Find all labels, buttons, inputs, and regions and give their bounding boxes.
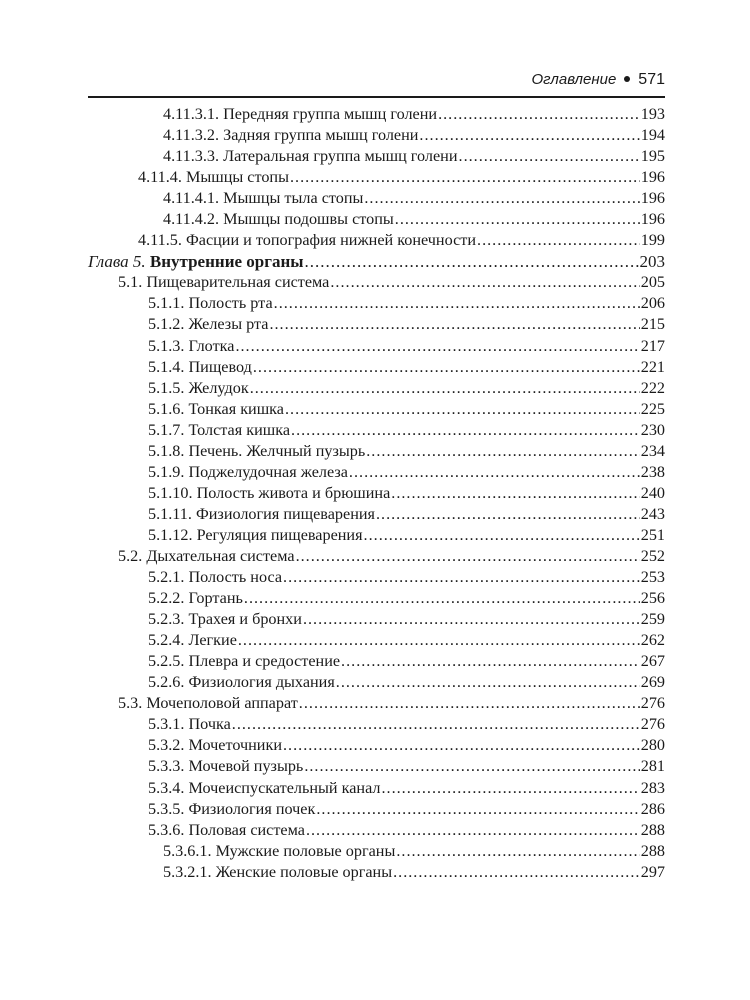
toc-entry-number: 5.1.2. xyxy=(148,315,185,334)
toc-entry-label xyxy=(148,567,282,588)
dot-leader xyxy=(303,609,640,630)
toc-entry[interactable] xyxy=(88,588,665,609)
dot-leader xyxy=(285,399,640,420)
toc-entry-page: 267 xyxy=(640,652,665,671)
toc-entry-number: 4.11.4.2. xyxy=(163,210,220,229)
toc-entry-title: Физиология пищеварения xyxy=(195,504,375,523)
toc-entry-label xyxy=(163,209,394,230)
dot-leader xyxy=(283,735,640,756)
toc-entry-label xyxy=(163,146,458,167)
toc-entry-title: Желудок xyxy=(188,378,249,397)
toc-entry-number: 5.3.1. xyxy=(148,715,185,734)
toc-entry-title: Мочеиспускательный канал xyxy=(188,778,381,797)
toc-entry-title: Мышцы стопы xyxy=(185,168,289,187)
toc-entry-label xyxy=(148,420,290,441)
dot-leader xyxy=(306,820,640,841)
toc-entry[interactable] xyxy=(88,693,665,714)
toc-entry-label xyxy=(118,272,329,293)
toc-entry-label xyxy=(138,230,476,251)
toc-entry-page: 252 xyxy=(640,546,665,565)
toc-entry[interactable] xyxy=(88,630,665,651)
toc-entry-label xyxy=(88,251,304,272)
toc-entry-page: 230 xyxy=(640,420,665,439)
toc-entry-title: Регуляция пищеварения xyxy=(196,525,363,544)
toc-entry[interactable] xyxy=(88,714,665,735)
toc-entry-number: 5.1.1. xyxy=(148,294,185,313)
dot-leader xyxy=(393,862,640,883)
toc-entry[interactable] xyxy=(88,188,665,209)
toc-entry-number: 5.1.6. xyxy=(148,399,185,418)
toc-entry-label xyxy=(148,714,231,735)
toc-entry[interactable] xyxy=(88,820,665,841)
toc-entry[interactable] xyxy=(88,799,665,820)
toc-entry-title: Пищевод xyxy=(188,357,252,376)
toc-entry-number: 5.1.12. xyxy=(148,525,193,544)
toc-entry-label xyxy=(148,399,284,420)
toc-entry[interactable] xyxy=(88,609,665,630)
toc-entry-title: Физиология дыхания xyxy=(188,673,335,692)
toc-entry-number: 5.2. xyxy=(118,546,143,565)
toc-entry-page: 221 xyxy=(640,357,665,376)
toc-entry-title: Легкие xyxy=(188,631,237,650)
toc-entry-page: 195 xyxy=(640,147,665,166)
toc-entry-label xyxy=(148,504,375,525)
toc-entry-page: 297 xyxy=(640,862,665,881)
dot-leader xyxy=(235,336,639,357)
toc-entry[interactable] xyxy=(88,735,665,756)
dot-leader xyxy=(299,693,640,714)
toc-entry-number: 5.1.9. xyxy=(148,462,185,481)
toc-entry-title: Мышцы подошвы стопы xyxy=(223,210,394,229)
toc-entry-title: Мужские половые органы xyxy=(215,841,396,860)
toc-entry-label xyxy=(163,862,392,883)
toc-entry-page: 199 xyxy=(640,231,665,250)
dot-leader xyxy=(283,567,640,588)
dot-leader xyxy=(396,841,639,862)
toc-entry-label xyxy=(148,799,315,820)
dot-leader xyxy=(438,104,640,125)
toc-entry[interactable] xyxy=(88,314,665,335)
dot-leader xyxy=(336,672,640,693)
toc-entry-label xyxy=(148,630,237,651)
toc-entry-page: 251 xyxy=(640,525,665,544)
toc-entry-number: 4.11.5. xyxy=(138,231,182,250)
toc-entry-number: 5.3.6.1. xyxy=(163,841,212,860)
header-title: Оглавление xyxy=(531,71,617,88)
dot-leader xyxy=(305,251,639,272)
toc-entry[interactable] xyxy=(88,672,665,693)
toc-entry-page: 269 xyxy=(640,673,665,692)
toc-entry-label xyxy=(148,820,305,841)
toc-entry-number: 5.1.8. xyxy=(148,441,185,460)
toc-entry-label xyxy=(148,588,243,609)
toc-entry[interactable] xyxy=(88,272,665,293)
toc-entry-title: Плевра и средостение xyxy=(188,652,341,671)
toc-entry[interactable] xyxy=(88,399,665,420)
toc-entry-number: 5.3.2.1. xyxy=(163,862,212,881)
toc-entry-title: Печень. Желчный пузырь xyxy=(188,441,366,460)
toc-entry-page: 281 xyxy=(640,757,665,776)
toc-entry-page: 286 xyxy=(640,799,665,818)
toc-entry-title: Фасции и топография нижней конечности xyxy=(185,231,477,250)
toc-entry-number: 5.1.7. xyxy=(148,420,185,439)
toc-entry-page: 288 xyxy=(640,841,665,860)
toc-entry[interactable] xyxy=(88,336,665,357)
toc-entry-label xyxy=(163,841,395,862)
dot-leader xyxy=(296,546,640,567)
toc-entry-label xyxy=(148,336,234,357)
toc-entry[interactable] xyxy=(88,357,665,378)
toc-entry-title: Мышцы тыла стопы xyxy=(223,189,364,208)
dot-leader xyxy=(253,357,640,378)
toc-entry[interactable] xyxy=(88,146,665,167)
toc-entry-number: Глава 5. xyxy=(88,252,146,272)
toc-entry-page: 280 xyxy=(640,736,665,755)
toc-entry-page: 225 xyxy=(640,399,665,418)
toc-entry-page: 256 xyxy=(640,589,665,608)
toc-entry-label xyxy=(148,525,363,546)
toc-entry-label xyxy=(118,546,295,567)
toc-entry[interactable] xyxy=(88,483,665,504)
toc-entry-number: 5.3.2. xyxy=(148,736,185,755)
toc-entry-number: 5.1.3. xyxy=(148,336,185,355)
toc-entry-page: 203 xyxy=(639,252,665,272)
dot-leader xyxy=(391,483,639,504)
toc-entry-number: 5.2.6. xyxy=(148,673,185,692)
toc-entry-number: 5.2.2. xyxy=(148,589,185,608)
toc-entry-page: 215 xyxy=(640,315,665,334)
toc-entry-number: 5.1.5. xyxy=(148,378,185,397)
toc-entry-label xyxy=(148,651,340,672)
toc-entry-page: 276 xyxy=(640,715,665,734)
toc-entry-title: Внутренние органы xyxy=(149,252,304,272)
toc-entry-number: 5.2.4. xyxy=(148,631,185,650)
toc-entry[interactable] xyxy=(88,441,665,462)
toc-entry-label xyxy=(148,378,249,399)
toc-entry-title: Поджелудочная железа xyxy=(188,462,348,481)
toc-entry-number: 4.11.3.3. xyxy=(163,147,220,166)
toc-entry-title: Мочевой пузырь xyxy=(188,757,304,776)
toc-entry-page: 259 xyxy=(640,610,665,629)
toc-entry-title: Толстая кишка xyxy=(188,420,291,439)
toc-entry-number: 5.2.3. xyxy=(148,610,185,629)
bullet-separator xyxy=(624,76,630,82)
toc-entry-page: 196 xyxy=(640,168,665,187)
toc-entry[interactable] xyxy=(88,756,665,777)
toc-entry-title: Физиология почек xyxy=(188,799,316,818)
toc-entry-number: 4.11.4. xyxy=(138,168,182,187)
toc-entry-title: Задняя группа мышц голени xyxy=(223,126,419,145)
header-rule xyxy=(88,96,665,98)
dot-leader xyxy=(290,167,640,188)
toc-entry-page: 222 xyxy=(640,378,665,397)
toc-entry-number: 5.2.1. xyxy=(148,568,185,587)
toc-entry[interactable] xyxy=(88,778,665,799)
toc-entry-label xyxy=(148,735,282,756)
toc-entry-page: 288 xyxy=(640,820,665,839)
dot-leader xyxy=(304,756,639,777)
toc-entry-title: Латеральная группа мышц голени xyxy=(223,147,458,166)
toc-entry-title: Мочеточники xyxy=(188,736,282,755)
toc-entry[interactable] xyxy=(88,462,665,483)
dot-leader xyxy=(316,799,639,820)
toc-entry-page: 253 xyxy=(640,568,665,587)
toc-entry-number: 5.1.11. xyxy=(148,504,192,523)
toc-entry-label xyxy=(148,609,302,630)
running-header xyxy=(88,66,665,96)
dot-leader xyxy=(364,525,640,546)
dot-leader xyxy=(376,504,640,525)
toc-entry[interactable] xyxy=(88,251,665,272)
toc-entry-label xyxy=(148,357,252,378)
toc-entry-label xyxy=(148,778,380,799)
toc-entry-title: Дыхательная система xyxy=(146,546,295,565)
toc-entry-label xyxy=(138,167,289,188)
toc-entry-page: 276 xyxy=(640,694,665,713)
toc-entry-number: 5.1. xyxy=(118,273,143,292)
toc-entry-number: 5.2.5. xyxy=(148,652,185,671)
header-page-number: 571 xyxy=(638,71,665,88)
toc-entry-title: Женские половые органы xyxy=(215,862,393,881)
toc-entry-title: Полость рта xyxy=(188,294,273,313)
dot-leader xyxy=(419,125,639,146)
toc-entry-label xyxy=(163,104,437,125)
toc-entry-title: Тонкая кишка xyxy=(188,399,284,418)
toc-entry-page: 243 xyxy=(640,504,665,523)
dot-leader xyxy=(341,651,640,672)
toc-entry-number: 5.3.6. xyxy=(148,820,185,839)
toc-entry-title: Гортань xyxy=(188,589,243,608)
toc-entry[interactable] xyxy=(88,230,665,251)
dot-leader xyxy=(459,146,640,167)
toc-entry-title: Почка xyxy=(188,715,231,734)
toc-entry-number: 5.1.10. xyxy=(148,483,193,502)
toc-entry[interactable] xyxy=(88,125,665,146)
toc-entry-page: 217 xyxy=(640,336,665,355)
dot-leader xyxy=(330,272,639,293)
toc-entry-label xyxy=(148,483,390,504)
toc-entry-number: 5.3.4. xyxy=(148,778,185,797)
toc-entry[interactable] xyxy=(88,504,665,525)
toc-entry-title: Половая система xyxy=(188,820,305,839)
toc-entry-page: 283 xyxy=(640,778,665,797)
toc-entry-label xyxy=(163,125,418,146)
toc-entry-page: 194 xyxy=(640,126,665,145)
toc-entry[interactable] xyxy=(88,862,665,883)
toc-entry-page: 240 xyxy=(640,483,665,502)
toc-entry-page: 234 xyxy=(640,441,665,460)
toc-entry-number: 5.1.4. xyxy=(148,357,185,376)
toc-entry[interactable] xyxy=(88,209,665,230)
toc-entry-title: Мочеполовой аппарат xyxy=(146,694,298,713)
dot-leader xyxy=(366,441,639,462)
toc-entry-label xyxy=(148,293,273,314)
dot-leader xyxy=(269,314,639,335)
toc-entry-label xyxy=(148,441,365,462)
toc-entry[interactable] xyxy=(88,841,665,862)
toc-entry-title: Железы рта xyxy=(188,315,269,334)
toc-entry-title: Полость живота и брюшина xyxy=(196,483,391,502)
toc-entry-page: 262 xyxy=(640,631,665,650)
toc-entry-page: 205 xyxy=(640,273,665,292)
toc-entry[interactable] xyxy=(88,378,665,399)
toc-entry-title: Трахея и бронхи xyxy=(188,610,302,629)
dot-leader xyxy=(381,778,639,799)
toc-entry[interactable] xyxy=(88,167,665,188)
toc-entry[interactable] xyxy=(88,420,665,441)
table-of-contents xyxy=(88,104,665,883)
dot-leader xyxy=(232,714,640,735)
toc-entry-title: Полость носа xyxy=(188,568,283,587)
toc-entry[interactable] xyxy=(88,546,665,567)
dot-leader xyxy=(250,378,640,399)
toc-entry-number: 4.11.3.2. xyxy=(163,126,220,145)
toc-entry-label xyxy=(148,314,268,335)
toc-entry[interactable] xyxy=(88,567,665,588)
toc-entry-page: 196 xyxy=(640,189,665,208)
toc-entry-number: 5.3.5. xyxy=(148,799,185,818)
toc-entry-title: Пищеварительная система xyxy=(146,273,330,292)
toc-entry[interactable] xyxy=(88,651,665,672)
toc-entry-title: Глотка xyxy=(188,336,235,355)
dot-leader xyxy=(291,420,640,441)
toc-entry-label xyxy=(148,672,335,693)
toc-entry-label xyxy=(148,462,348,483)
toc-entry-label xyxy=(148,756,303,777)
dot-leader xyxy=(364,188,639,209)
dot-leader xyxy=(349,462,640,483)
toc-entry-page: 238 xyxy=(640,462,665,481)
toc-entry-number: 5.3. xyxy=(118,694,143,713)
toc-entry[interactable] xyxy=(88,525,665,546)
toc-entry[interactable] xyxy=(88,293,665,314)
toc-entry[interactable] xyxy=(88,104,665,125)
toc-entry-label xyxy=(118,693,298,714)
dot-leader xyxy=(477,230,640,251)
toc-entry-page: 193 xyxy=(640,105,665,123)
toc-entry-number: 4.11.4.1. xyxy=(163,189,220,208)
dot-leader xyxy=(395,209,640,230)
toc-entry-page: 196 xyxy=(640,210,665,229)
dot-leader xyxy=(238,630,640,651)
toc-entry-title: Передняя группа мышц голени xyxy=(223,105,438,123)
toc-entry-number: 4.11.3.1. xyxy=(163,105,220,123)
toc-entry-number: 5.3.3. xyxy=(148,757,185,776)
toc-entry-label xyxy=(163,188,363,209)
dot-leader xyxy=(274,293,640,314)
dot-leader xyxy=(244,588,640,609)
toc-entry-page: 206 xyxy=(640,294,665,313)
